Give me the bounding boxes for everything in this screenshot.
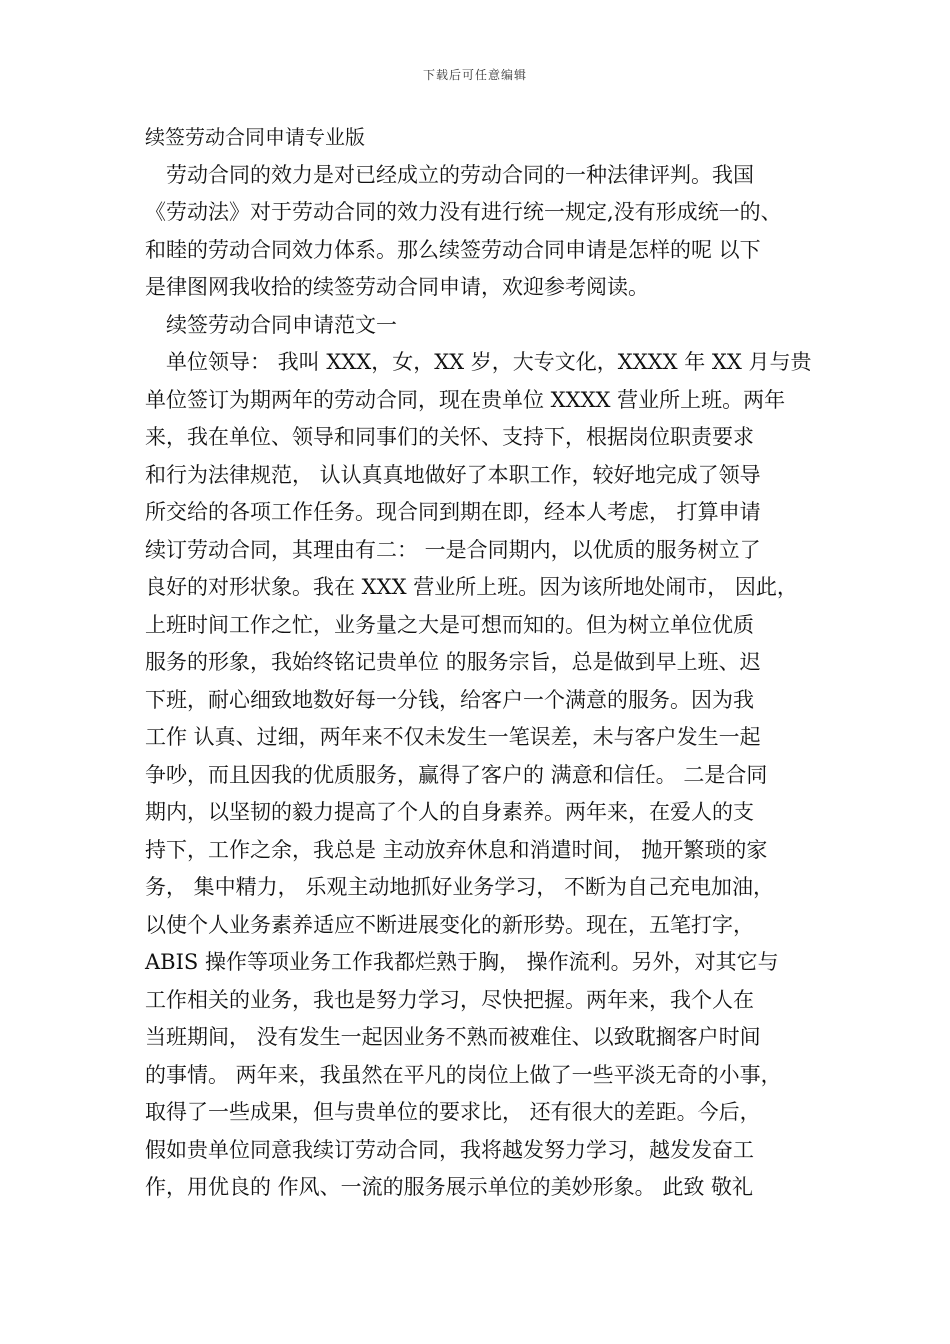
page-header: 下载后可任意编辑: [422, 68, 527, 82]
document-title: 续签劳动合同申请专业版: [145, 125, 365, 149]
paragraph-line: 务， 集中精力， 乐观主动地抓好业务学习， 不断为自己充电加油，: [145, 875, 775, 899]
paragraph-line: 服务的形象，我始终铭记贵单位 的服务宗旨，总是做到早上班、迟: [145, 650, 761, 674]
document-body: [145, 119, 815, 1207]
paragraph-line: 是律图网我收拾的续签劳动合同申请，欢迎参考阅读。: [145, 275, 649, 299]
paragraph-line: 上班时间工作之忙，业务量之大是可想而知的。但为树立单位优质: [145, 612, 754, 637]
paragraph-line: 期内，以坚韧的毅力提高了个人的自身素养。两年来，在爱人的支: [145, 800, 754, 824]
paragraph-line: 作，用优良的 作风、一流的服务展示单位的美妙形象。 此致 敬礼: [145, 1175, 754, 1199]
paragraph-line: 单位领导： 我叫 XXX，女，XX 岁，大专文化，XXXX 年 XX 月与贵: [166, 350, 812, 374]
paragraph-line: 《劳动法》对于劳动合同的效力没有进行统一规定,没有形成统一的、: [145, 200, 782, 224]
paragraph-line: 劳动合同的效力是对已经成立的劳动合同的一种法律评判。我国: [166, 162, 754, 187]
paragraph-line: 工作相关的业务，我也是努力学习，尽快把握。两年来，我个人在: [145, 987, 754, 1012]
paragraph-line: 持下，工作之余，我总是 主动放弃休息和消遣时间， 抛开繁琐的家: [145, 837, 768, 862]
paragraph-line: 来，我在单位、领导和同事们的关怀、支持下，根据岗位职责要求: [145, 425, 754, 449]
paragraph-line: 以使个人业务素养适应不断进展变化的新形势。现在，五笔打字，: [145, 912, 754, 937]
paragraph-line: 良好的对形状象。我在 XXX 营业所上班。因为该所地处闹市， 因此，: [145, 575, 798, 599]
paragraph-line: 下班，耐心细致地数好每一分钱，给客户一个满意的服务。因为我: [145, 687, 754, 712]
paragraph-line: 和睦的劳动合同效力体系。那么续签劳动合同申请是怎样的呢 以下: [145, 237, 761, 262]
paragraph-line: 的事情。 两年来，我虽然在平凡的岗位上做了一些平淡无奇的小事，: [145, 1062, 782, 1087]
paragraph-line: 假如贵单位同意我续订劳动合同，我将越发努力学习，越发发奋工: [145, 1137, 754, 1162]
paragraph-line: ABIS 操作等项业务工作我都烂熟于胸， 操作流利。另外，对其它与: [145, 950, 779, 974]
paragraph-line: 工作 认真、过细，两年来不仅未发生一笔误差，未与客户发生一起: [145, 725, 761, 749]
paragraph-line: 当班期间， 没有发生一起因业务不熟而被难住、以致耽搁客户时间: [145, 1025, 761, 1049]
paragraph-line: 所交给的各项工作任务。现合同到期在即，经本人考虑， 打算申请: [145, 500, 761, 524]
paragraph-line: 和行为法律规范， 认认真真地做好了本职工作，较好地完成了领导: [145, 462, 761, 487]
section-heading: 续签劳动合同申请范文一: [166, 312, 397, 337]
paragraph-line: 取得了一些成果，但与贵单位的要求比， 还有很大的差距。今后，: [145, 1100, 761, 1124]
paragraph-line: 争吵，而且因我的优质服务，赢得了客户的 满意和信任。 二是合同: [145, 762, 768, 787]
paragraph-line: 单位签订为期两年的劳动合同，现在贵单位 XXXX 营业所上班。两年: [145, 387, 786, 412]
paragraph-line: 续订劳动合同，其理由有二： 一是合同期内，以优质的服务树立了: [145, 537, 761, 562]
